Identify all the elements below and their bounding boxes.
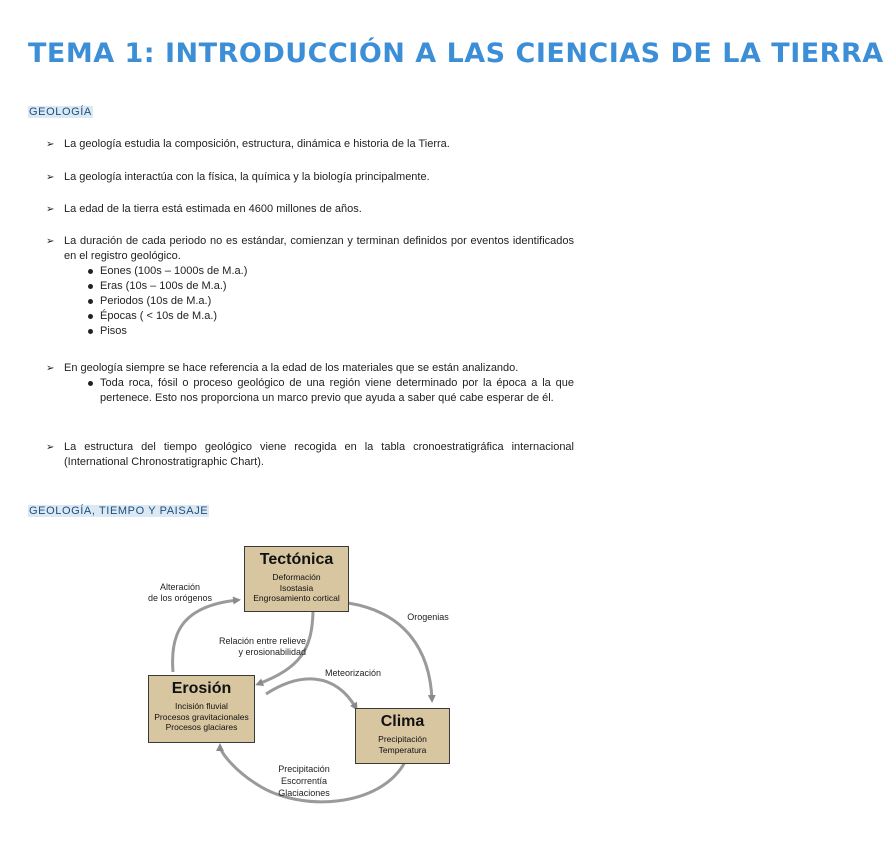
bullet-item: ➢ La geología estudia la composición, estructura, dinámica e historia de la Tierra.	[46, 138, 450, 150]
label-relacion: Relación entre relieve y erosionabilidad	[218, 636, 306, 657]
section-heading-geologia: GEOLOGÍA	[29, 106, 92, 118]
arrow-bullet-icon: ➢	[46, 204, 55, 215]
arrow-meteorizacion	[266, 679, 356, 708]
arrow-bullet-icon: ➢	[46, 442, 55, 453]
arrow-bullet-icon: ➢	[46, 236, 55, 247]
arrow-bullet-icon: ➢	[46, 363, 55, 374]
bullet-item: ➢ La geología interactúa con la física, la química y la biología principalmente.	[46, 171, 430, 183]
period-item: Pisos	[86, 324, 574, 339]
page-title: TEMA 1: INTRODUCCIÓN A LAS CIENCIAS DE LA TIERRA	[28, 38, 884, 69]
rock-note-item: Toda roca, fósil o proceso geológico de una región viene determinado por la época a la que pertenece. Esto nos proporciona un marco previo que ayuda a saber qué cabe esperar de él.	[86, 376, 574, 406]
period-item: Eones (100s – 1000s de M.a.)	[86, 264, 574, 279]
arrow-bullet-icon: ➢	[46, 172, 55, 183]
period-item: Épocas ( < 10s de M.a.)	[86, 309, 574, 324]
period-list	[64, 264, 574, 339]
node-erosion: Erosión Incisión fluvial Procesos gravitacionales Procesos glaciares	[148, 675, 255, 743]
arrow-bullet-icon: ➢	[46, 139, 55, 150]
label-alteracion: Alteración de los orógenos	[147, 582, 213, 603]
node-tectonica: Tectónica Deformación Isostasia Engrosamiento cortical	[244, 546, 349, 612]
label-precipitacion: Precipitación Escorrentía Glaciaciones	[278, 764, 330, 798]
bullet-item: ➢ La edad de la tierra está estimada en 4600 millones de años.	[46, 203, 362, 215]
label-orogenias: Orogenias	[407, 612, 449, 622]
bullet-item: ➢ La estructura del tiempo geológico viene recogida en la tabla cronoestratigráfica internacional (International Chronostratigraphic Chart).	[46, 441, 574, 468]
rock-note-list	[64, 376, 574, 406]
node-clima: Clima Precipitación Temperatura	[355, 708, 450, 764]
label-meteorizacion: Meteorización	[324, 668, 382, 678]
section-heading-paisaje: GEOLOGÍA, TIEMPO Y PAISAJE	[29, 505, 209, 517]
bullet-item: ➢ En geología siempre se hace referencia a la edad de los materiales que se están analizando. Toda roca, fósil o proceso geológico de una región viene determinado por la época a la que pertenece. Esto nos proporciona un marco previo que ayuda a saber qué cabe esperar de él.	[46, 362, 574, 404]
bullet-item: ➢ La duración de cada periodo no es estándar, comienzan y terminan definidos por eventos identificados en el registro geológico. Eones (100s – 1000s de M.a.) Eras (10s – 100s de M.a.) Periodos (10s de M.a.) Épocas ( < 10s de M.a.) Pisos	[46, 235, 574, 337]
period-item: Eras (10s – 100s de M.a.)	[86, 279, 574, 294]
period-item: Periodos (10s de M.a.)	[86, 294, 574, 309]
